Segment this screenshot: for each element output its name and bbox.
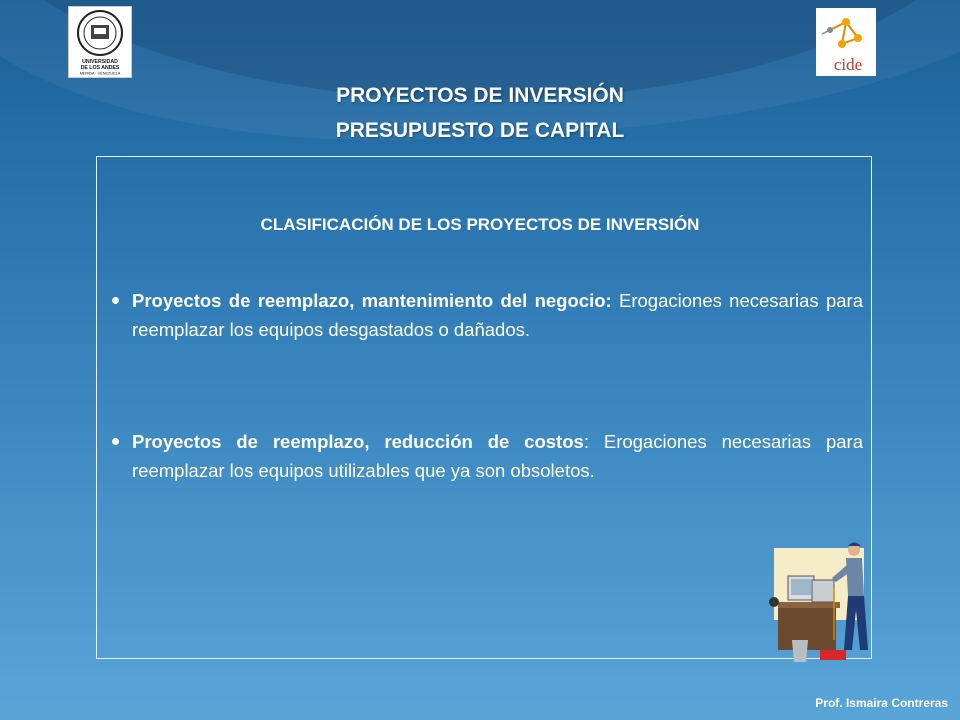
cide-logo bbox=[816, 8, 876, 76]
list-item bbox=[132, 286, 863, 344]
svg-text:UNIVERSIDAD: UNIVERSIDAD bbox=[82, 59, 118, 65]
svg-text:cide: cide bbox=[833, 55, 863, 74]
svg-text:DE LOS ANDES: DE LOS ANDES bbox=[80, 65, 120, 71]
list-item-heading: Proyectos de reemplazo, reducción de costos bbox=[132, 431, 584, 452]
bullet-icon bbox=[112, 438, 119, 445]
bullet-icon bbox=[112, 297, 119, 304]
list-item-text: : Erogaciones necesarias para reemplazar los equipos utilizables que ya son obsoletos. bbox=[132, 431, 863, 481]
section-subtitle: CLASIFICACIÓN DE LOS PROYECTOS DE INVERSIÓN bbox=[260, 215, 700, 234]
slide-title-line1: PROYECTOS DE INVERSIÓN bbox=[336, 84, 624, 107]
list-item-heading: Proyectos de reemplazo, mantenimiento del negocio: bbox=[132, 290, 612, 311]
university-seal-logo bbox=[68, 6, 132, 78]
svg-text:MÉRIDA - VENEZUELA: MÉRIDA - VENEZUELA bbox=[79, 71, 121, 76]
slide-title-line2: PRESUPUESTO DE CAPITAL bbox=[335, 119, 625, 142]
list-item bbox=[132, 427, 863, 485]
list-item-text: Erogaciones necesarias para reemplazar los equipos desgastados o dañados. bbox=[132, 290, 863, 340]
author-footer: Prof. Ismaira Contreras bbox=[815, 696, 948, 710]
technician-clipart bbox=[764, 540, 884, 665]
